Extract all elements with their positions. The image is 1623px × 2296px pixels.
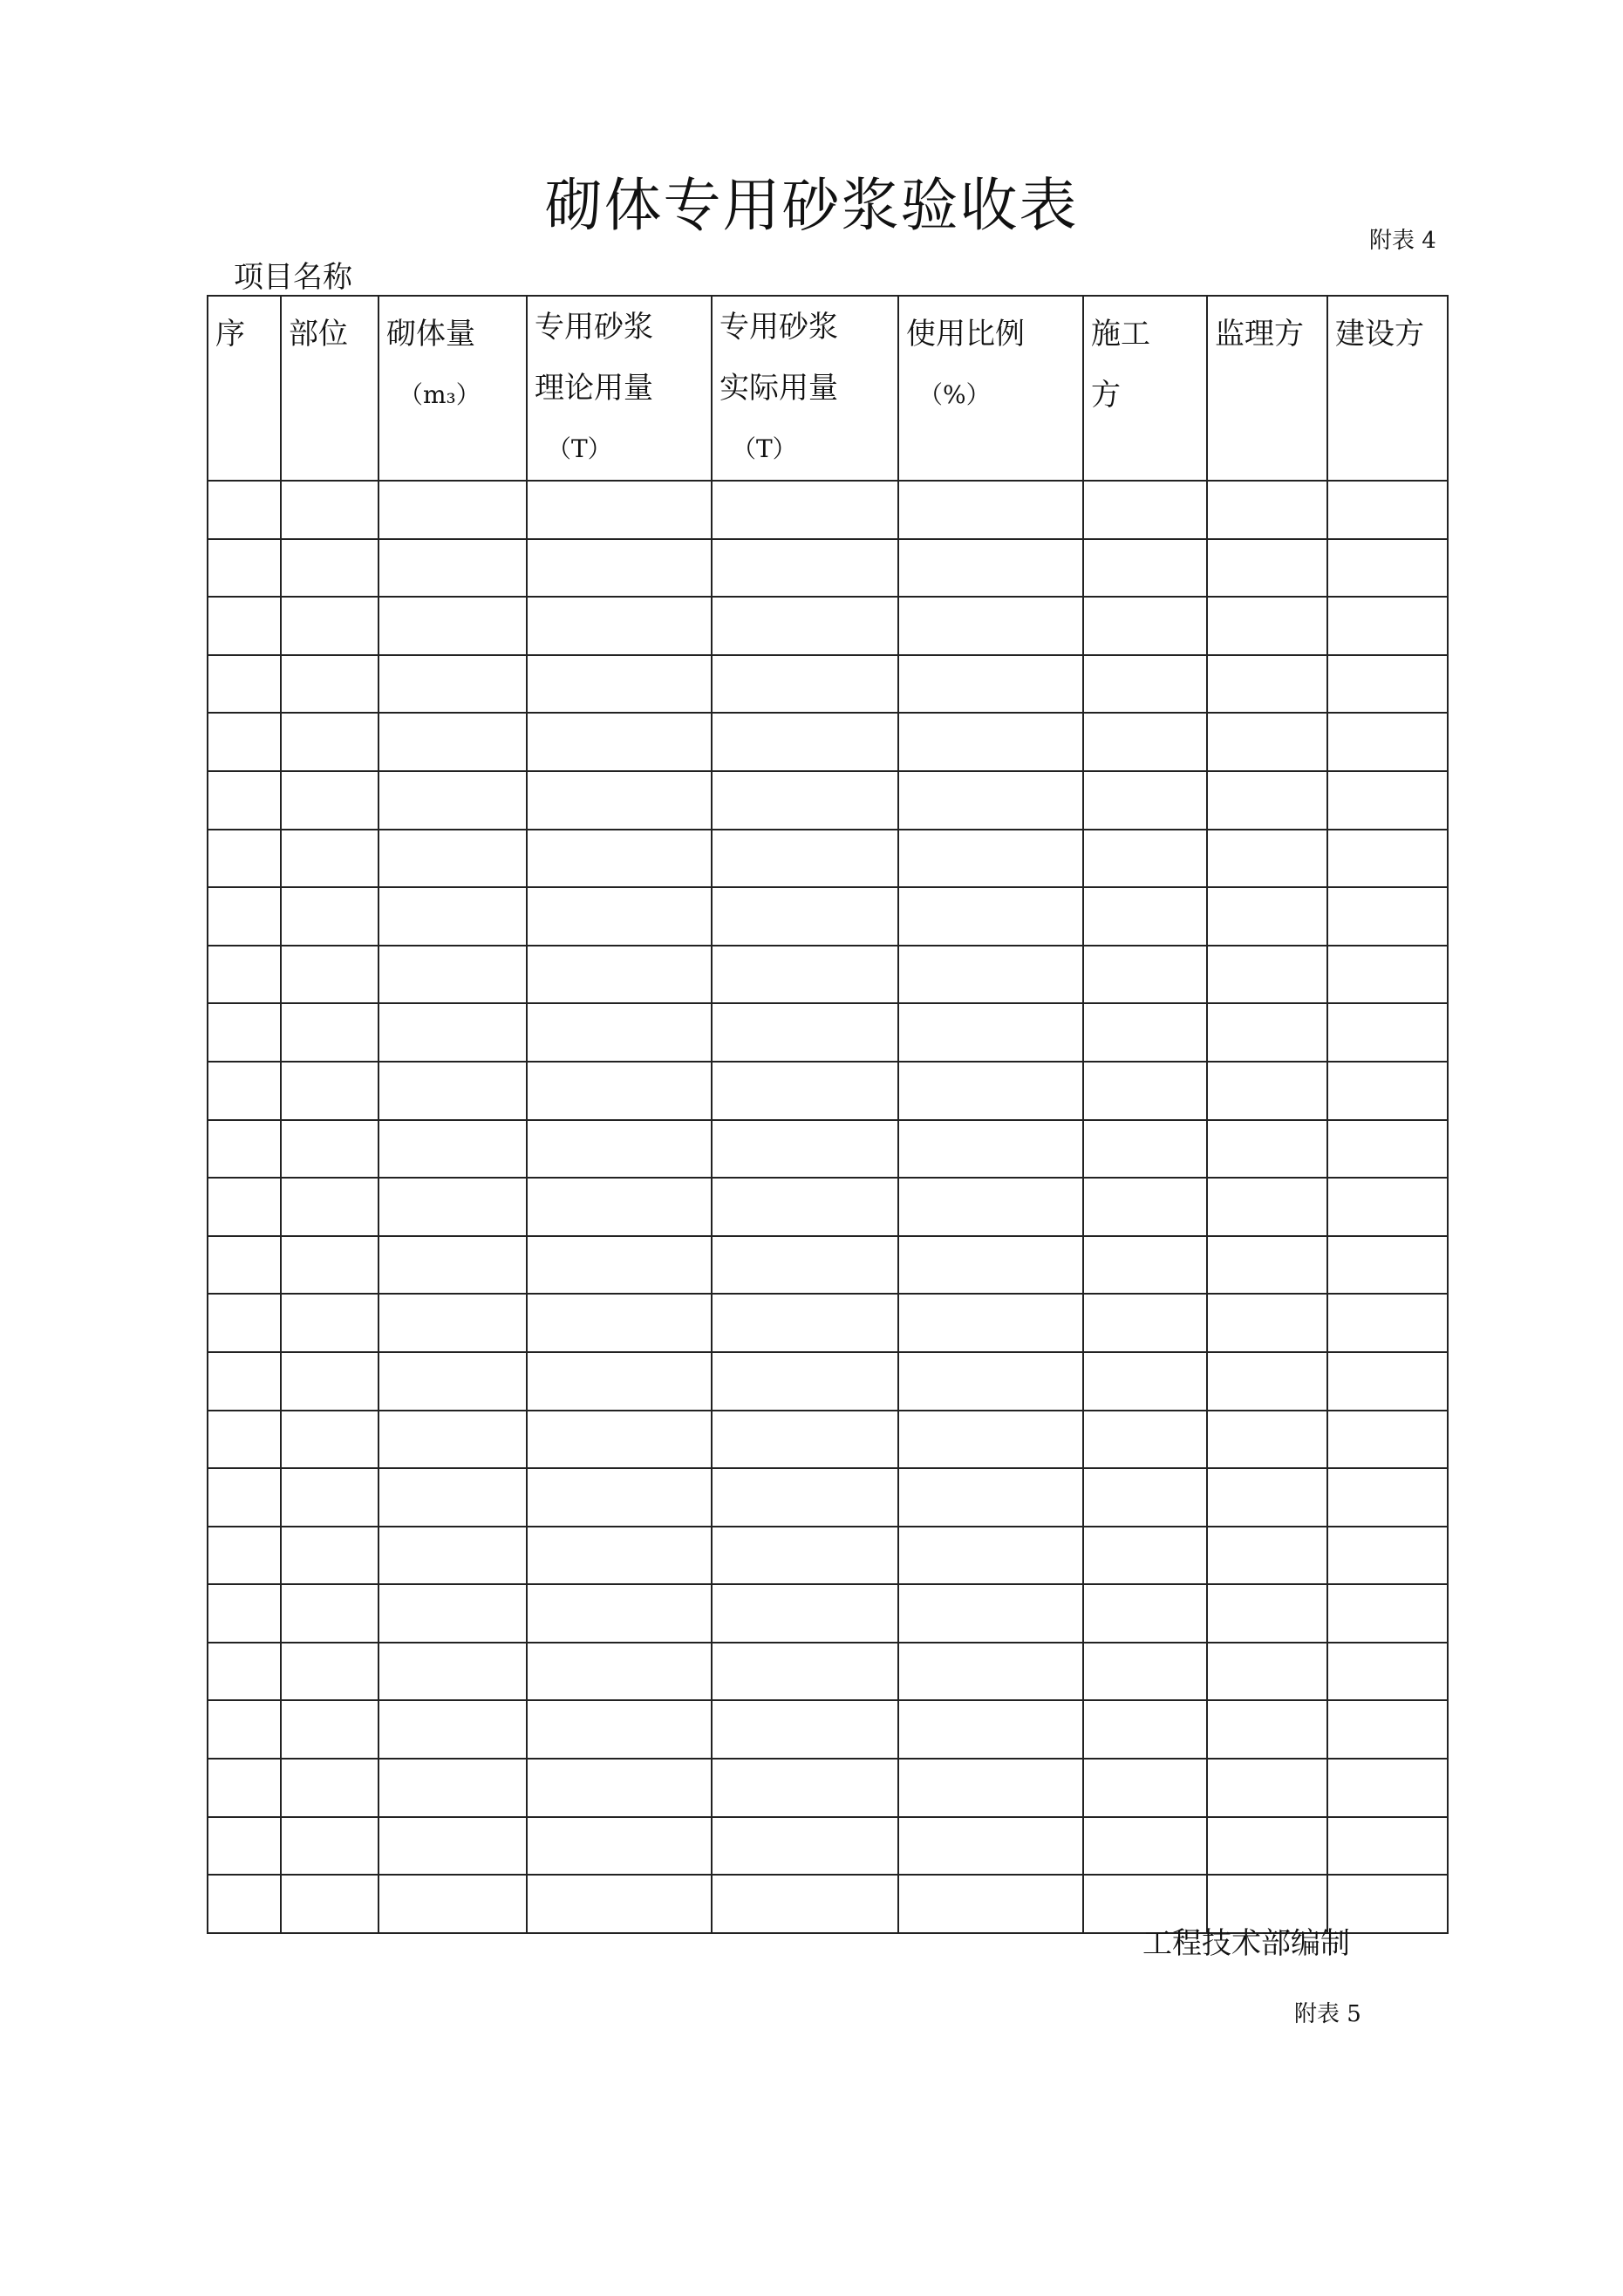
cell-masonry-volume <box>378 1236 527 1295</box>
cell-theoretical-usage <box>527 1178 712 1236</box>
cell-contractor <box>1083 539 1207 598</box>
cell-actual-usage <box>712 1700 898 1759</box>
page-title: 砌体专用砂浆验收表 <box>544 172 1079 239</box>
header-masonry-volume-line1: 砌体量 <box>386 317 475 352</box>
cell-contractor <box>1083 1003 1207 1062</box>
cell-seq <box>208 1178 281 1236</box>
cell-owner <box>1327 1700 1448 1759</box>
cell-theoretical-usage <box>527 1643 712 1701</box>
cell-usage-ratio <box>898 597 1083 655</box>
cell-masonry-volume <box>378 481 527 539</box>
cell-actual-usage <box>712 1120 898 1179</box>
cell-supervisor <box>1207 713 1327 771</box>
cell-usage-ratio <box>898 1236 1083 1295</box>
cell-masonry-volume <box>378 1643 527 1701</box>
cell-actual-usage <box>712 1352 898 1411</box>
cell-owner <box>1327 1817 1448 1876</box>
cell-actual-usage <box>712 1236 898 1295</box>
cell-owner <box>1327 1527 1448 1585</box>
header-theoretical-usage-unit: （T） <box>547 434 612 463</box>
cell-supervisor <box>1207 1236 1327 1295</box>
cell-masonry-volume <box>378 830 527 888</box>
cell-contractor <box>1083 1700 1207 1759</box>
cell-location <box>281 1700 378 1759</box>
cell-actual-usage <box>712 539 898 598</box>
table-body <box>208 481 1448 1933</box>
cell-theoretical-usage <box>527 1352 712 1411</box>
cell-actual-usage <box>712 887 898 946</box>
cell-theoretical-usage <box>527 1411 712 1469</box>
header-usage-ratio <box>898 296 1083 481</box>
cell-contractor <box>1083 1759 1207 1817</box>
cell-location <box>281 946 378 1004</box>
cell-owner <box>1327 1468 1448 1527</box>
cell-owner <box>1327 1352 1448 1411</box>
cell-seq <box>208 1527 281 1585</box>
cell-supervisor <box>1207 1527 1327 1585</box>
cell-usage-ratio <box>898 1584 1083 1643</box>
table-header-row <box>208 296 1448 481</box>
cell-seq <box>208 481 281 539</box>
table-row <box>208 1527 1448 1585</box>
cell-seq <box>208 887 281 946</box>
cell-usage-ratio <box>898 1875 1083 1933</box>
cell-supervisor <box>1207 1468 1327 1527</box>
cell-usage-ratio <box>898 771 1083 830</box>
cell-seq <box>208 1294 281 1352</box>
cell-usage-ratio <box>898 539 1083 598</box>
project-name-label: 项目名称 <box>234 260 352 295</box>
cell-seq <box>208 1411 281 1469</box>
cell-usage-ratio <box>898 1411 1083 1469</box>
cell-seq <box>208 1759 281 1817</box>
cell-owner <box>1327 597 1448 655</box>
cell-actual-usage <box>712 1062 898 1120</box>
cell-supervisor <box>1207 481 1327 539</box>
cell-owner <box>1327 539 1448 598</box>
cell-owner <box>1327 1236 1448 1295</box>
table-row <box>208 713 1448 771</box>
cell-supervisor <box>1207 539 1327 598</box>
cell-actual-usage <box>712 1875 898 1933</box>
header-seq-line: 序 <box>215 317 245 352</box>
cell-theoretical-usage <box>527 771 712 830</box>
cell-actual-usage <box>712 1759 898 1817</box>
cell-location <box>281 1759 378 1817</box>
cell-seq <box>208 1003 281 1062</box>
header-owner-line: 建设方 <box>1335 317 1424 352</box>
cell-actual-usage <box>712 946 898 1004</box>
table-row <box>208 1468 1448 1527</box>
table-row <box>208 1003 1448 1062</box>
cell-contractor <box>1083 1352 1207 1411</box>
header-theoretical-usage-line1: 专用砂浆 <box>535 310 653 345</box>
table-row <box>208 1236 1448 1295</box>
header-usage-ratio-line1: 使用比例 <box>906 317 1025 352</box>
cell-theoretical-usage <box>527 597 712 655</box>
header-contractor-line2: 方 <box>1091 378 1121 413</box>
cell-actual-usage <box>712 1468 898 1527</box>
cell-owner <box>1327 1003 1448 1062</box>
cell-location <box>281 1468 378 1527</box>
cell-theoretical-usage <box>527 1236 712 1295</box>
cell-contractor <box>1083 1468 1207 1527</box>
cell-contractor <box>1083 1527 1207 1585</box>
cell-theoretical-usage <box>527 1759 712 1817</box>
cell-supervisor <box>1207 771 1327 830</box>
cell-masonry-volume <box>378 1178 527 1236</box>
cell-location <box>281 713 378 771</box>
cell-contractor <box>1083 713 1207 771</box>
header-masonry-volume-unit: （m₃） <box>399 380 481 409</box>
cell-theoretical-usage <box>527 1584 712 1643</box>
cell-location <box>281 1120 378 1179</box>
cell-theoretical-usage <box>527 887 712 946</box>
table-row <box>208 771 1448 830</box>
cell-theoretical-usage <box>527 1817 712 1876</box>
cell-theoretical-usage <box>527 539 712 598</box>
cell-contractor <box>1083 1817 1207 1876</box>
cell-seq <box>208 1584 281 1643</box>
acceptance-table <box>207 295 1449 1934</box>
attachment-label-top: 附表 4 <box>1369 228 1436 254</box>
cell-seq <box>208 713 281 771</box>
cell-owner <box>1327 1643 1448 1701</box>
table-row <box>208 1411 1448 1469</box>
cell-location <box>281 1584 378 1643</box>
cell-supervisor <box>1207 597 1327 655</box>
header-location <box>281 296 378 481</box>
cell-seq <box>208 830 281 888</box>
header-masonry-volume <box>378 296 527 481</box>
cell-usage-ratio <box>898 481 1083 539</box>
cell-supervisor <box>1207 830 1327 888</box>
cell-seq <box>208 1643 281 1701</box>
cell-theoretical-usage <box>527 1468 712 1527</box>
cell-usage-ratio <box>898 1178 1083 1236</box>
cell-usage-ratio <box>898 946 1083 1004</box>
header-supervisor <box>1207 296 1327 481</box>
cell-masonry-volume <box>378 887 527 946</box>
cell-masonry-volume <box>378 1584 527 1643</box>
cell-owner <box>1327 1584 1448 1643</box>
cell-actual-usage <box>712 1294 898 1352</box>
table-row <box>208 1584 1448 1643</box>
header-contractor <box>1083 296 1207 481</box>
cell-location <box>281 887 378 946</box>
cell-owner <box>1327 830 1448 888</box>
cell-supervisor <box>1207 946 1327 1004</box>
cell-owner <box>1327 1178 1448 1236</box>
cell-theoretical-usage <box>527 946 712 1004</box>
cell-owner <box>1327 946 1448 1004</box>
cell-theoretical-usage <box>527 481 712 539</box>
cell-seq <box>208 1120 281 1179</box>
cell-masonry-volume <box>378 1294 527 1352</box>
cell-usage-ratio <box>898 1700 1083 1759</box>
cell-actual-usage <box>712 1584 898 1643</box>
header-supervisor-line: 监理方 <box>1215 317 1304 352</box>
cell-actual-usage <box>712 1003 898 1062</box>
table-row <box>208 1817 1448 1876</box>
table-row <box>208 655 1448 714</box>
table-row <box>208 481 1448 539</box>
cell-supervisor <box>1207 1294 1327 1352</box>
cell-location <box>281 481 378 539</box>
cell-location <box>281 1294 378 1352</box>
cell-seq <box>208 1062 281 1120</box>
cell-owner <box>1327 887 1448 946</box>
cell-masonry-volume <box>378 597 527 655</box>
cell-owner <box>1327 1411 1448 1469</box>
cell-masonry-volume <box>378 539 527 598</box>
header-usage-ratio-unit: （%） <box>918 380 991 409</box>
cell-usage-ratio <box>898 1759 1083 1817</box>
cell-contractor <box>1083 597 1207 655</box>
header-location-line: 部位 <box>289 317 348 352</box>
cell-location <box>281 1062 378 1120</box>
cell-theoretical-usage <box>527 1062 712 1120</box>
cell-owner <box>1327 1759 1448 1817</box>
cell-location <box>281 1817 378 1876</box>
table-row <box>208 1700 1448 1759</box>
cell-supervisor <box>1207 1003 1327 1062</box>
cell-owner <box>1327 713 1448 771</box>
cell-owner <box>1327 771 1448 830</box>
cell-supervisor <box>1207 1062 1327 1120</box>
cell-masonry-volume <box>378 1352 527 1411</box>
cell-owner <box>1327 1120 1448 1179</box>
cell-location <box>281 1178 378 1236</box>
cell-theoretical-usage <box>527 1700 712 1759</box>
cell-masonry-volume <box>378 1817 527 1876</box>
cell-contractor <box>1083 887 1207 946</box>
cell-usage-ratio <box>898 1352 1083 1411</box>
table-row <box>208 1062 1448 1120</box>
cell-contractor <box>1083 771 1207 830</box>
cell-actual-usage <box>712 481 898 539</box>
cell-contractor <box>1083 1236 1207 1295</box>
cell-actual-usage <box>712 1411 898 1469</box>
cell-masonry-volume <box>378 1120 527 1179</box>
cell-seq <box>208 1236 281 1295</box>
cell-masonry-volume <box>378 1875 527 1933</box>
table-row <box>208 1178 1448 1236</box>
cell-theoretical-usage <box>527 1003 712 1062</box>
cell-seq <box>208 771 281 830</box>
cell-theoretical-usage <box>527 1120 712 1179</box>
cell-seq <box>208 1817 281 1876</box>
cell-owner <box>1327 1062 1448 1120</box>
cell-masonry-volume <box>378 1003 527 1062</box>
cell-seq <box>208 655 281 714</box>
cell-usage-ratio <box>898 1062 1083 1120</box>
cell-contractor <box>1083 1178 1207 1236</box>
cell-actual-usage <box>712 1643 898 1701</box>
cell-contractor <box>1083 1584 1207 1643</box>
cell-location <box>281 1003 378 1062</box>
table-row <box>208 597 1448 655</box>
cell-location <box>281 1411 378 1469</box>
cell-owner <box>1327 481 1448 539</box>
cell-masonry-volume <box>378 1468 527 1527</box>
cell-masonry-volume <box>378 946 527 1004</box>
cell-usage-ratio <box>898 713 1083 771</box>
header-actual-usage-line2: 实际用量 <box>719 371 838 406</box>
cell-contractor <box>1083 830 1207 888</box>
cell-location <box>281 539 378 598</box>
cell-theoretical-usage <box>527 1527 712 1585</box>
cell-location <box>281 1236 378 1295</box>
cell-usage-ratio <box>898 655 1083 714</box>
attachment-label-bottom: 附表 5 <box>1294 2001 1361 2027</box>
cell-seq <box>208 1875 281 1933</box>
table-row <box>208 887 1448 946</box>
cell-supervisor <box>1207 1700 1327 1759</box>
cell-location <box>281 1527 378 1585</box>
header-contractor-line1: 施工 <box>1091 317 1150 352</box>
table-row <box>208 1759 1448 1817</box>
cell-seq <box>208 1352 281 1411</box>
cell-masonry-volume <box>378 1700 527 1759</box>
cell-actual-usage <box>712 1527 898 1585</box>
cell-location <box>281 597 378 655</box>
cell-masonry-volume <box>378 655 527 714</box>
cell-theoretical-usage <box>527 830 712 888</box>
cell-masonry-volume <box>378 1759 527 1817</box>
cell-usage-ratio <box>898 1643 1083 1701</box>
header-actual-usage <box>712 296 898 481</box>
cell-masonry-volume <box>378 713 527 771</box>
cell-location <box>281 655 378 714</box>
cell-actual-usage <box>712 655 898 714</box>
cell-theoretical-usage <box>527 713 712 771</box>
cell-contractor <box>1083 481 1207 539</box>
cell-usage-ratio <box>898 1294 1083 1352</box>
table-row <box>208 830 1448 888</box>
cell-actual-usage <box>712 771 898 830</box>
cell-contractor <box>1083 1411 1207 1469</box>
cell-usage-ratio <box>898 1468 1083 1527</box>
table-row <box>208 1643 1448 1701</box>
cell-contractor <box>1083 1294 1207 1352</box>
header-theoretical-usage-line2: 理论用量 <box>535 371 653 406</box>
cell-masonry-volume <box>378 1062 527 1120</box>
cell-usage-ratio <box>898 1003 1083 1062</box>
cell-actual-usage <box>712 1178 898 1236</box>
cell-supervisor <box>1207 1817 1327 1876</box>
cell-supervisor <box>1207 1120 1327 1179</box>
header-seq <box>208 296 281 481</box>
table-row <box>208 539 1448 598</box>
cell-usage-ratio <box>898 887 1083 946</box>
table-row <box>208 1120 1448 1179</box>
cell-contractor <box>1083 1120 1207 1179</box>
table-row <box>208 1294 1448 1352</box>
cell-supervisor <box>1207 655 1327 714</box>
cell-usage-ratio <box>898 1120 1083 1179</box>
cell-contractor <box>1083 1643 1207 1701</box>
cell-supervisor <box>1207 1178 1327 1236</box>
cell-usage-ratio <box>898 1817 1083 1876</box>
cell-supervisor <box>1207 887 1327 946</box>
cell-supervisor <box>1207 1411 1327 1469</box>
cell-actual-usage <box>712 830 898 888</box>
cell-contractor <box>1083 946 1207 1004</box>
cell-usage-ratio <box>898 1527 1083 1585</box>
cell-seq <box>208 946 281 1004</box>
cell-seq <box>208 597 281 655</box>
cell-supervisor <box>1207 1584 1327 1643</box>
cell-supervisor <box>1207 1759 1327 1817</box>
cell-owner <box>1327 655 1448 714</box>
cell-theoretical-usage <box>527 1875 712 1933</box>
cell-supervisor <box>1207 1643 1327 1701</box>
header-actual-usage-unit: （T） <box>732 434 797 463</box>
cell-actual-usage <box>712 1817 898 1876</box>
cell-masonry-volume <box>378 1527 527 1585</box>
cell-masonry-volume <box>378 1411 527 1469</box>
cell-location <box>281 830 378 888</box>
cell-supervisor <box>1207 1352 1327 1411</box>
cell-actual-usage <box>712 597 898 655</box>
table-row <box>208 1352 1448 1411</box>
cell-seq <box>208 539 281 598</box>
cell-owner <box>1327 1294 1448 1352</box>
header-actual-usage-line1: 专用砂浆 <box>719 310 838 345</box>
header-owner <box>1327 296 1448 481</box>
cell-theoretical-usage <box>527 1294 712 1352</box>
cell-theoretical-usage <box>527 655 712 714</box>
cell-seq <box>208 1700 281 1759</box>
cell-masonry-volume <box>378 771 527 830</box>
cell-location <box>281 1352 378 1411</box>
cell-location <box>281 771 378 830</box>
cell-location <box>281 1875 378 1933</box>
cell-contractor <box>1083 1062 1207 1120</box>
footer-credit: 工程技术部编制 <box>1142 1926 1350 1961</box>
cell-location <box>281 1643 378 1701</box>
cell-seq <box>208 1468 281 1527</box>
table-row <box>208 946 1448 1004</box>
cell-contractor <box>1083 655 1207 714</box>
cell-usage-ratio <box>898 830 1083 888</box>
header-theoretical-usage <box>527 296 712 481</box>
cell-actual-usage <box>712 713 898 771</box>
